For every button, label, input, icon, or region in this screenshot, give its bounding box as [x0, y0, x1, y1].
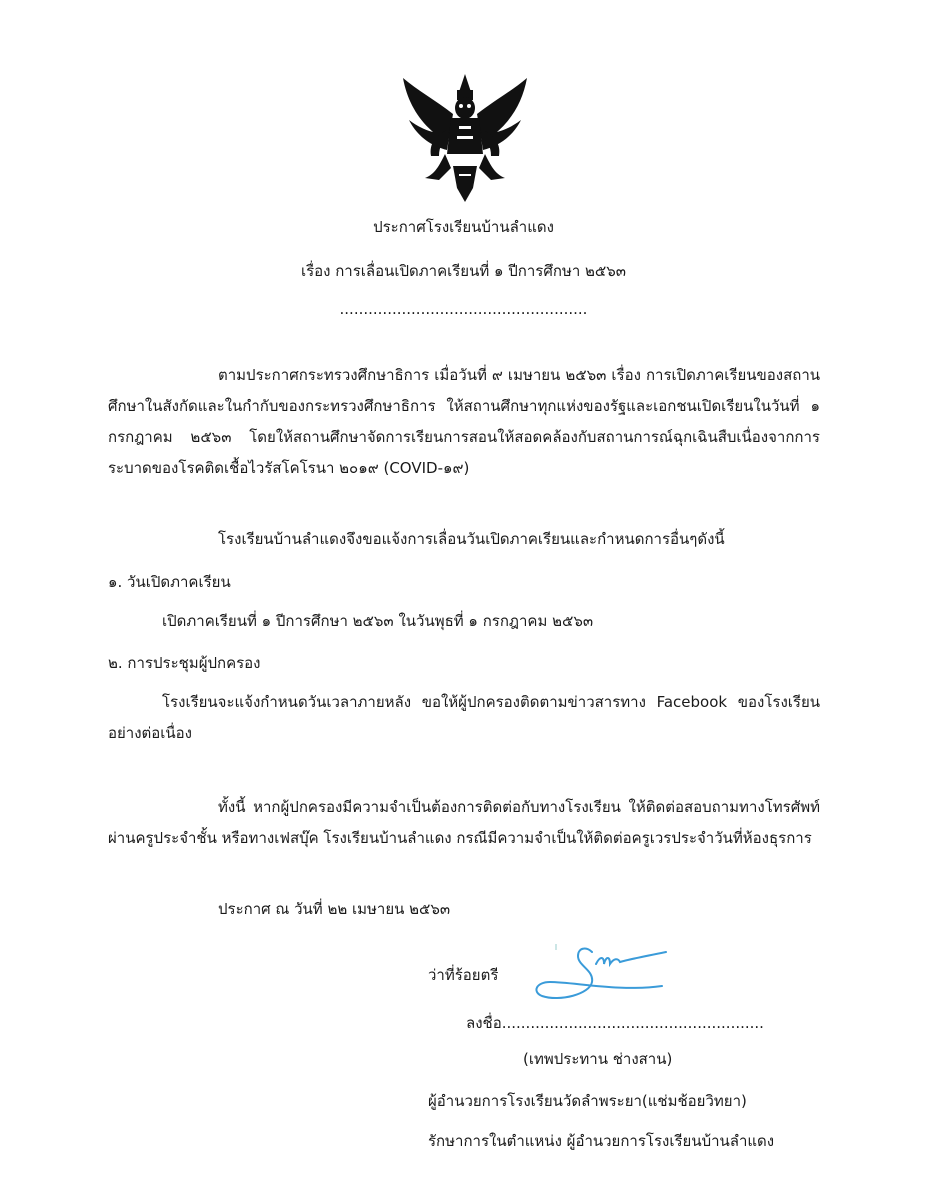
signer-rank: ว่าที่ร้อยตรี [428, 966, 499, 984]
item-1-heading: ๑. วันเปิดภาคเรียน [108, 573, 231, 591]
document-title: ประกาศโรงเรียนบ้านลำแดง [373, 218, 554, 236]
signer-name: (เทพประทาน ช่างสาน) [523, 1050, 673, 1068]
signer-position-primary: ผู้อำนวยการโรงเรียนวัดลำพระยา(แช่มช้อยวิทยา) [428, 1092, 747, 1110]
signer-position-acting: รักษาการในตำแหน่ง ผู้อำนวยการโรงเรียนบ้านลำแดง [428, 1132, 775, 1150]
document-subject: เรื่อง การเลื่อนเปิดภาคเรียนที่ ๑ ปีการศึกษา ๒๕๖๓ [300, 262, 627, 280]
paragraph-reference: ตามประกาศกระทรวงศึกษาธิการ เมื่อวันที่ ๙ เมษายน ๒๕๖๓ เรื่อง การเปิดภาคเรียนของสถานศึกษาในสังกัดและในกำกับของกระทรวงศึกษาธิการ ให้สถานศึกษาทุกแห่งของรัฐและเอกชนเปิดเรียนในวันที่ ๑ กรกฎาคม ๒๕๖๓ โดยให้สถานศึกษาจัดการเรียนการสอนให้สอดคล้องกับสถานการณ์ฉุกเฉินสืบเนื่องจากการระบาดของโรคติดเชื้อไวรัสโคโรนา ๒๐๑๙ (COVID-๑๙) [108, 366, 820, 477]
item-2-text: โรงเรียนจะแจ้งกำหนดวันเวลาภายหลัง ขอให้ผู้ปกครองติดตามข่าวสารทาง Facebook ของโรงเรียนอย่างต่อเนื่อง [108, 693, 820, 742]
item-1-text: เปิดภาคเรียนที่ ๑ ปีการศึกษา ๒๕๖๓ ในวันพุธที่ ๑ กรกฎาคม ๒๕๖๓ [162, 612, 594, 630]
item-2-heading: ๒. การประชุมผู้ปกครอง [108, 654, 261, 672]
signature-line: ลงชื่อ....................................................... [466, 1014, 764, 1032]
header-divider: .................................................... [339, 300, 588, 318]
announced-date: ประกาศ ณ วันที่ ๒๒ เมษายน ๒๕๖๓ [218, 900, 451, 918]
handwritten-signature [530, 938, 680, 1010]
paragraph-announcement: โรงเรียนบ้านลำแดงจึงขอแจ้งการเลื่อนวันเปิดภาคเรียนและกำหนดการอื่นๆดังนี้ [218, 530, 725, 548]
paragraph-contact: ทั้งนี้ หากผู้ปกครองมีความจำเป็นต้องการติดต่อกับทางโรงเรียน ให้ติดต่อสอบถามทางโทรศัพท์ผ่านครูประจำชั้น หรือทางเฟสบุ๊ค โรงเรียนบ้านลำแดง กรณีมีความจำเป็นให้ติดต่อครูเวรประจำวันที่ห้องธุรการ [108, 798, 820, 847]
garuda-emblem-icon [395, 70, 535, 206]
